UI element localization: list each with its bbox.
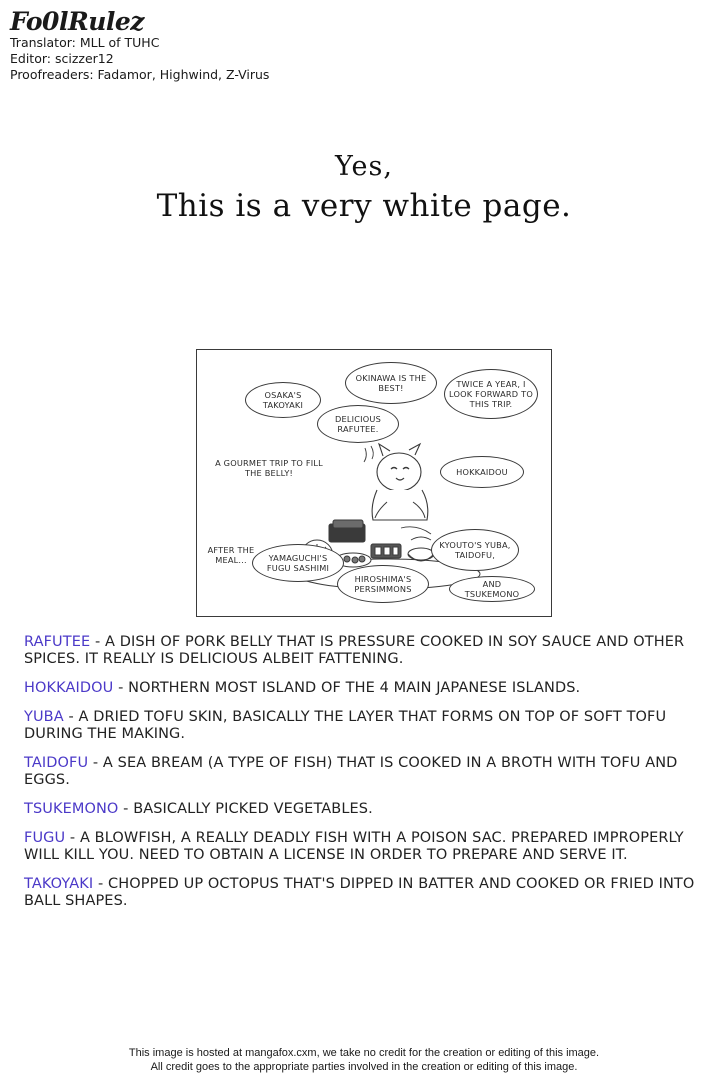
glossary-term-taidofu: TAIDOFU	[24, 755, 89, 771]
speech-bubble-hokkaidou-text: HOKKAIDOU	[456, 467, 508, 477]
page-headline	[0, 150, 728, 228]
speech-bubble-kyouto-text: KYOUTO'S YUBA, TAIDOFU,	[439, 540, 511, 560]
glossary-definition-rafutee: - A DISH OF PORK BELLY THAT IS PRESSURE COOKED IN SOY SAUCE AND OTHER SPICES. IT REALLY IS DELICIOUS ALBEIT FATTENING.	[24, 634, 685, 667]
speech-bubble-yamaguchi-text: YAMAGUCHI'S FUGU SASHIMI	[266, 553, 330, 573]
speech-bubble-okinawa-text: OKINAWA IS THE BEST!	[355, 373, 427, 393]
credit-line-translator: Translator: MLL of TUHC	[10, 35, 160, 50]
glossary-definition-yuba: - A DRIED TOFU SKIN, BASICALLY THE LAYER THAT FORMS ON TOP OF SOFT TOFU DURING THE MAKING.	[24, 709, 667, 742]
glossary-entry	[24, 830, 708, 864]
glossary-entry	[24, 801, 708, 818]
glossary-definition-fugu: - A BLOWFISH, A REALLY DEADLY FISH WITH A POISON SAC. PREPARED IMPROPERLY WILL KILL YOU. NEED TO OBTAIN A LICENSE IN ORDER TO PREPARE AND SERVE IT.	[24, 830, 684, 863]
glossary-term-fugu: FUGU	[24, 830, 66, 846]
glossary-definition-tsukemono: - BASICALLY PICKED VEGETABLES.	[118, 801, 373, 817]
glossary-term-takoyaki: TAKOYAKI	[24, 876, 94, 892]
speech-bubble-okinawa	[345, 362, 437, 404]
speech-bubble-hokkaidou	[440, 456, 524, 488]
caption-after-the-meal: AFTER THE MEAL...	[207, 545, 255, 565]
glossary-term-rafutee: RAFUTEE	[24, 634, 91, 650]
speech-bubble-hiroshima-text: HIROSHIMA'S PERSIMMONS	[354, 574, 412, 594]
headline-line-2: This is a very white page.	[156, 188, 572, 224]
glossary-entry	[24, 876, 708, 910]
speech-bubble-hiroshima	[337, 565, 429, 603]
glossary-definition-taidofu: - A SEA BREAM (A TYPE OF FISH) THAT IS COOKED IN A BROTH WITH TOFU AND EGGS.	[24, 755, 678, 788]
caption-gourmet-trip: A GOURMET TRIP TO FILL THE BELLY!	[215, 458, 323, 478]
glossary-definition-hokkaidou: - NORTHERN MOST ISLAND OF THE 4 MAIN JAPANESE ISLANDS.	[113, 680, 581, 696]
glossary-entry	[24, 755, 708, 789]
speech-bubble-kyouto	[431, 529, 519, 571]
footer-line-1: This image is hosted at mangafox.cxm, we take no credit for the creation or editing of this image.	[128, 1047, 600, 1059]
glossary-term-tsukemono: TSUKEMONO	[24, 801, 119, 817]
speech-bubble-osaka-text: OSAKA'S TAKOYAKI	[262, 390, 304, 410]
glossary-definition-takoyaki: - CHOPPED UP OCTOPUS THAT'S DIPPED IN BATTER AND COOKED OR FRIED INTO BALL SHAPES.	[24, 876, 695, 909]
speech-bubble-tsukemono-text: AND TSUKEMONO	[464, 579, 520, 599]
speech-bubble-tsukemono	[449, 576, 535, 602]
speech-bubble-osaka	[245, 382, 321, 418]
credit-line-proofreaders: Proofreaders: Fadamor, Highwind, Z-Virus	[10, 67, 270, 82]
footer-disclaimer	[0, 1046, 728, 1074]
speech-bubble-twice-a-year-text: TWICE A YEAR, I LOOK FORWARD TO THIS TRIP.	[449, 379, 533, 409]
glossary-entry	[24, 709, 708, 743]
speech-bubble-rafutee-text: DELICIOUS RAFUTEE.	[334, 414, 382, 434]
comic-panel	[196, 349, 552, 617]
speech-bubble-rafutee	[317, 405, 399, 443]
speech-bubble-twice-a-year	[444, 369, 538, 419]
glossary-list	[24, 634, 708, 922]
headline-line-1: Yes,	[335, 151, 393, 182]
speech-bubble-yamaguchi	[252, 544, 344, 582]
scanlation-group-name: Fo0lRulez	[10, 7, 145, 36]
glossary-term-yuba: YUBA	[24, 709, 64, 725]
credits-block	[10, 8, 430, 83]
glossary-term-hokkaidou: HOKKAIDOU	[24, 680, 114, 696]
glossary-entry	[24, 680, 708, 697]
footer-line-2: All credit goes to the appropriate parties involved in the creation or editing of this image.	[150, 1061, 578, 1073]
credit-line-editor: Editor: scizzer12	[10, 51, 114, 66]
glossary-entry	[24, 634, 708, 668]
